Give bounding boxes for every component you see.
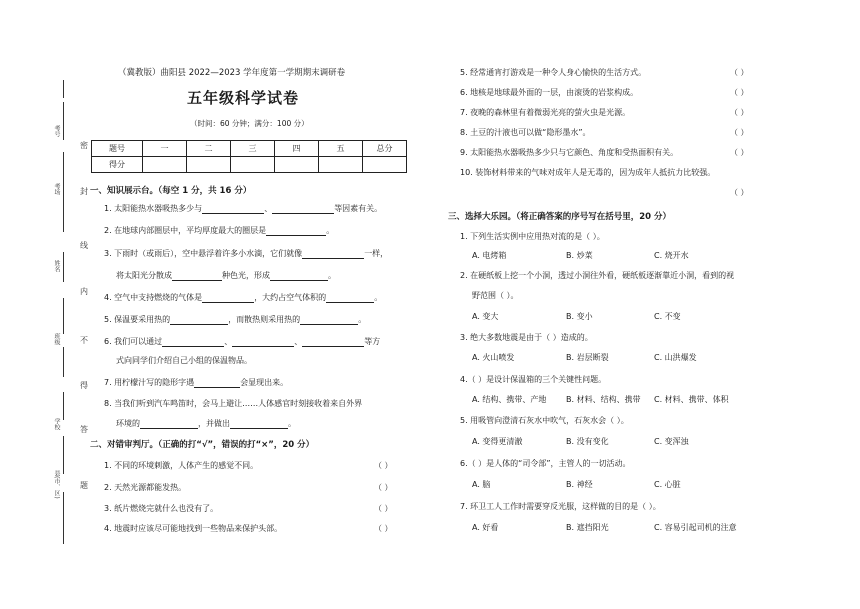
seal-char: 得 bbox=[80, 381, 88, 390]
answer-paren[interactable]: （ ） bbox=[374, 483, 393, 492]
score-entry-cell[interactable] bbox=[363, 157, 407, 173]
margin-label-exam-number: 考号 bbox=[53, 125, 60, 137]
score-table-header-row bbox=[92, 141, 407, 157]
question-text: 。 bbox=[358, 315, 367, 324]
option-b[interactable]: B. 没有变化 bbox=[566, 437, 609, 446]
answer-blank[interactable] bbox=[272, 204, 334, 214]
choice-question-1: 1. 下列生活实例中应用热对流的是（ ）。 bbox=[460, 232, 605, 241]
judge-question-8: 8. 土豆的汁液也可以做“隐形墨水”。 bbox=[460, 128, 591, 137]
seal-char: 答 bbox=[80, 425, 88, 434]
question-text: 会显现出来。 bbox=[240, 378, 289, 387]
question-text: 环境的 bbox=[116, 419, 140, 428]
fill-question-3 bbox=[104, 248, 388, 259]
question-text: 1. 太阳能热水器吸热多少与 bbox=[104, 204, 203, 213]
exam-subtitle: （冀教版）曲阳县 2022—2023 学年度第一学期期末调研卷 bbox=[118, 68, 346, 78]
question-text: 2. 在地球内部圈层中，平均厚度最大的圈层是 bbox=[104, 226, 267, 235]
question-text: ，并做出 bbox=[198, 419, 230, 428]
answer-blank[interactable] bbox=[170, 315, 228, 325]
question-text: 6. 我们可以通过 bbox=[104, 337, 163, 346]
option-b[interactable]: B. 炒菜 bbox=[566, 251, 593, 260]
question-text: 3. 下雨时（或雨后），空中悬浮着许多小水滴，它们就像 bbox=[104, 249, 303, 258]
seal-char: 密 bbox=[80, 141, 88, 150]
question-text: 种色光，形成 bbox=[222, 271, 270, 280]
question-text: ，而散热则采用热的 bbox=[228, 315, 301, 324]
fill-question-5 bbox=[104, 314, 366, 325]
question-text: 等因素有关。 bbox=[334, 204, 383, 213]
fill-question-6 bbox=[104, 336, 380, 347]
margin-label-exam-room: 考场 bbox=[53, 183, 60, 195]
answer-blank[interactable] bbox=[162, 337, 224, 347]
answer-blank[interactable] bbox=[202, 293, 254, 303]
margin-label-name: 姓名 bbox=[53, 260, 60, 272]
question-text: ，大约占空气体积的 bbox=[254, 293, 327, 302]
choice-question-7: 7. 环卫工人工作时需要穿反光服，这样做的目的是（ ）。 bbox=[460, 502, 661, 511]
question-text: 。 bbox=[326, 226, 335, 235]
fill-question-1 bbox=[104, 203, 382, 214]
table-cell: 二 bbox=[187, 141, 231, 157]
answer-blank[interactable] bbox=[202, 204, 264, 214]
question-text: 、 bbox=[294, 337, 303, 346]
table-cell: 五 bbox=[319, 141, 363, 157]
question-text: 。 bbox=[288, 419, 296, 428]
table-cell: 得分 bbox=[92, 157, 143, 173]
fill-question-7 bbox=[104, 377, 288, 388]
seal-char: 不 bbox=[80, 336, 88, 345]
option-b[interactable]: B. 岩层断裂 bbox=[566, 353, 609, 362]
answer-blank[interactable] bbox=[266, 226, 326, 236]
question-text: 一样， bbox=[364, 249, 389, 258]
table-cell: 题号 bbox=[92, 141, 143, 157]
binding-line bbox=[63, 102, 64, 140]
choice-question-6: 6.（ ）是人体的“司令部”，主管人的一切活动。 bbox=[460, 459, 631, 468]
section-3-heading: 三、选择大乐园。（将正确答案的序号写在括号里，20 分） bbox=[448, 212, 672, 222]
answer-blank[interactable] bbox=[326, 293, 374, 303]
choice-question-5: 5. 用吸管向澄清石灰水中吹气，石灰水会（ ）。 bbox=[460, 416, 629, 425]
question-text: 。 bbox=[328, 271, 336, 280]
answer-blank[interactable] bbox=[300, 315, 358, 325]
table-cell: 四 bbox=[275, 141, 319, 157]
binding-line bbox=[63, 492, 64, 544]
binding-line bbox=[63, 392, 64, 420]
judge-question-3: 3. 纸片燃烧完就什么也没有了。 bbox=[104, 504, 219, 513]
binding-line bbox=[63, 298, 64, 334]
question-text: 。 bbox=[374, 293, 383, 302]
score-entry-cell[interactable] bbox=[275, 157, 319, 173]
option-c[interactable]: C. 烧开水 bbox=[654, 251, 689, 260]
score-entry-cell[interactable] bbox=[319, 157, 363, 173]
score-entry-cell[interactable] bbox=[143, 157, 187, 173]
answer-blank[interactable] bbox=[302, 337, 364, 347]
answer-paren[interactable]: （ ） bbox=[374, 504, 393, 513]
score-entry-cell[interactable] bbox=[187, 157, 231, 173]
question-text: 5. 保温要采用热的 bbox=[104, 315, 171, 324]
fill-question-4 bbox=[104, 292, 382, 303]
binding-line bbox=[63, 436, 64, 474]
question-text: 等方 bbox=[364, 337, 381, 346]
section-2-heading: 二、对错审判厅。（正确的打“√”，错误的打“×”，20 分） bbox=[90, 440, 315, 450]
answer-paren[interactable]: （ ） bbox=[730, 88, 749, 97]
judge-question-5: 5. 经常通宵打游戏是一种令人身心愉快的生活方式。 bbox=[460, 68, 647, 77]
answer-blank[interactable] bbox=[302, 249, 364, 259]
answer-blank[interactable] bbox=[140, 419, 198, 429]
fill-question-3-cont bbox=[116, 270, 336, 281]
option-b[interactable]: B. 材料、结构、携带 bbox=[566, 395, 641, 404]
seal-char: 内 bbox=[80, 287, 88, 296]
option-a[interactable]: A. 脑 bbox=[472, 480, 491, 489]
option-b[interactable]: B. 遮挡阳光 bbox=[566, 523, 609, 532]
option-a[interactable]: A. 变大 bbox=[472, 312, 499, 321]
option-c[interactable]: C. 不变 bbox=[654, 312, 681, 321]
option-c[interactable]: C. 心脏 bbox=[654, 480, 681, 489]
table-cell: 三 bbox=[231, 141, 275, 157]
page-title: 五年级科学试卷 bbox=[187, 89, 300, 107]
answer-paren[interactable]: （ ） bbox=[374, 524, 393, 533]
seal-char: 封 bbox=[80, 187, 88, 196]
option-c[interactable]: C. 变浑浊 bbox=[654, 437, 689, 446]
option-a[interactable]: A. 结构、携带、产地 bbox=[472, 395, 547, 404]
answer-paren[interactable]: （ ） bbox=[730, 148, 749, 157]
exam-meta: （时间：60 分钟；满分：100 分） bbox=[190, 119, 309, 128]
option-c[interactable]: C. 材料、携带、体积 bbox=[654, 395, 729, 404]
judge-question-10: 10. 装饰材料带来的气味对成年人是无毒的，因为成年人抵抗力比较强。 bbox=[460, 168, 716, 177]
judge-question-2: 2. 天然光源都能发热。 bbox=[104, 483, 187, 492]
choice-question-3: 3. 绝大多数地震是由于（ ）造成的。 bbox=[460, 333, 593, 342]
question-text: 将太阳光分散成 bbox=[116, 271, 172, 280]
question-text: 、 bbox=[224, 337, 233, 346]
answer-blank[interactable] bbox=[230, 419, 288, 429]
fill-question-6-cont: 式向同学们介绍自己小组的保温物品。 bbox=[116, 356, 252, 365]
answer-blank[interactable] bbox=[270, 271, 328, 281]
choice-question-2-cont: 野范围（ ）。 bbox=[472, 291, 519, 300]
judge-question-1: 1. 不同的环境刺激，人体产生的感觉不同。 bbox=[104, 461, 259, 470]
score-table bbox=[91, 140, 407, 173]
option-a[interactable]: A. 变得更清澈 bbox=[472, 437, 523, 446]
binding-line bbox=[63, 80, 64, 98]
section-1-heading: 一、知识展示台。（每空 1 分，共 16 分） bbox=[90, 186, 252, 196]
option-c[interactable]: C. 容易引起司机的注意 bbox=[654, 523, 737, 532]
option-a[interactable]: A. 好看 bbox=[472, 523, 499, 532]
margin-label-class: 班级 bbox=[53, 333, 60, 345]
table-cell: 一 bbox=[143, 141, 187, 157]
question-text: 4. 空气中支持燃烧的气体是 bbox=[104, 293, 203, 302]
answer-paren[interactable]: （ ） bbox=[730, 128, 749, 137]
fill-question-8: 8. 当我们听到汽车鸣笛时，会马上避让……人体感官时刻接收着来自外界 bbox=[104, 399, 363, 408]
seal-char: 线 bbox=[80, 241, 88, 250]
margin-label-county: 县(市、区) bbox=[53, 470, 60, 499]
answer-paren[interactable]: （ ） bbox=[374, 461, 393, 470]
option-c[interactable]: C. 山洪爆发 bbox=[654, 353, 697, 362]
answer-blank[interactable] bbox=[172, 271, 222, 281]
margin-label-school: 学校 bbox=[53, 418, 60, 430]
score-entry-cell[interactable] bbox=[231, 157, 275, 173]
judge-question-6: 6. 地核是地球最外面的一层，由滚烫的岩浆构成。 bbox=[460, 88, 639, 97]
option-a[interactable]: A. 火山喷发 bbox=[472, 353, 515, 362]
question-text: 7. 用柠檬汁写的隐形字遇 bbox=[104, 378, 195, 387]
table-cell: 总分 bbox=[363, 141, 407, 157]
answer-blank[interactable] bbox=[232, 337, 294, 347]
choice-question-2: 2. 在硬纸板上挖一个小洞，透过小洞往外看，硬纸板逐渐靠近小洞，看到的视 bbox=[460, 271, 735, 280]
fill-question-8-cont bbox=[116, 418, 296, 429]
answer-paren[interactable]: （ ） bbox=[730, 188, 749, 197]
judge-question-4: 4. 地震时应该尽可能地找到一些物品来保护头部。 bbox=[104, 524, 283, 533]
option-a[interactable]: A. 电烤箱 bbox=[472, 251, 507, 260]
binding-line bbox=[63, 152, 64, 232]
score-table-score-row bbox=[92, 157, 407, 173]
answer-paren[interactable]: （ ） bbox=[730, 68, 749, 77]
judge-question-9: 9. 太阳能热水器吸热多少只与它颜色、角度和受热面积有关。 bbox=[460, 148, 679, 157]
binding-line bbox=[63, 252, 64, 282]
fill-question-2 bbox=[104, 225, 334, 236]
answer-blank[interactable] bbox=[194, 378, 240, 388]
option-b[interactable]: B. 神经 bbox=[566, 480, 593, 489]
seal-char: 题 bbox=[80, 481, 88, 490]
choice-question-4: 4.（ ）是设计保温箱的三个关键性问题。 bbox=[460, 375, 607, 384]
binding-line bbox=[63, 347, 64, 377]
option-b[interactable]: B. 变小 bbox=[566, 312, 593, 321]
answer-paren[interactable]: （ ） bbox=[730, 108, 749, 117]
question-text: 、 bbox=[264, 204, 273, 213]
judge-question-7: 7. 夜晚的森林里有着微弱光亮的萤火虫是光源。 bbox=[460, 108, 631, 117]
